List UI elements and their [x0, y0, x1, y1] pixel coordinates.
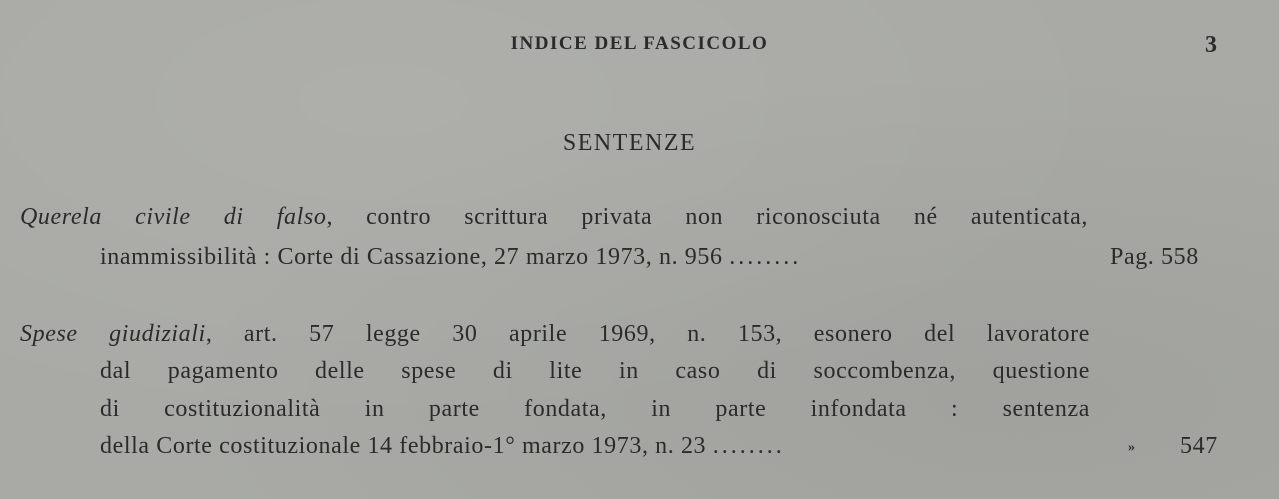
running-title: INDICE DEL FASCICOLO: [510, 33, 769, 54]
entry-2-leaders: ........: [712, 433, 785, 459]
entry-2-citation: della Corte costituzionale 14 febbraio-1° marzo 1973, n. 23: [100, 433, 707, 459]
entry-1-line-1: [20, 204, 1088, 231]
entry-2-page-ref: 547: [1180, 433, 1218, 459]
section-title: SENTENZE: [562, 130, 697, 156]
entry-1-topic: Querela civile di falso: [20, 204, 327, 230]
entry-1-text: , contro scrittura privata non riconosciuta né autenticata,: [326, 204, 1089, 230]
entry-1-line-2: [100, 244, 801, 271]
entry-1-page-ref: Pag. 558: [1110, 244, 1199, 270]
entry-2-line-4: [100, 433, 785, 460]
entry-2-line-1: [20, 321, 1090, 348]
entry-2-line-2: dal pagamento delle spese di lite in caso di soccombenza, questione: [100, 358, 1090, 384]
entry-2-text: , art. 57 legge 30 aprile 1969, n. 153, esonero del lavoratore: [205, 321, 1090, 347]
entry-1-citation: inammissibilità : Corte di Cassazione, 27 marzo 1973, n. 956: [100, 244, 723, 270]
entry-2-line-3: di costituzionalità in parte fondata, in parte infondata : sentenza: [100, 396, 1090, 422]
entry-2-ditto-mark: »: [1128, 440, 1135, 455]
page-number: 3: [1205, 32, 1217, 58]
entry-1-leaders: ........: [729, 244, 802, 270]
entry-2-topic: Spese giudiziali: [20, 321, 206, 347]
